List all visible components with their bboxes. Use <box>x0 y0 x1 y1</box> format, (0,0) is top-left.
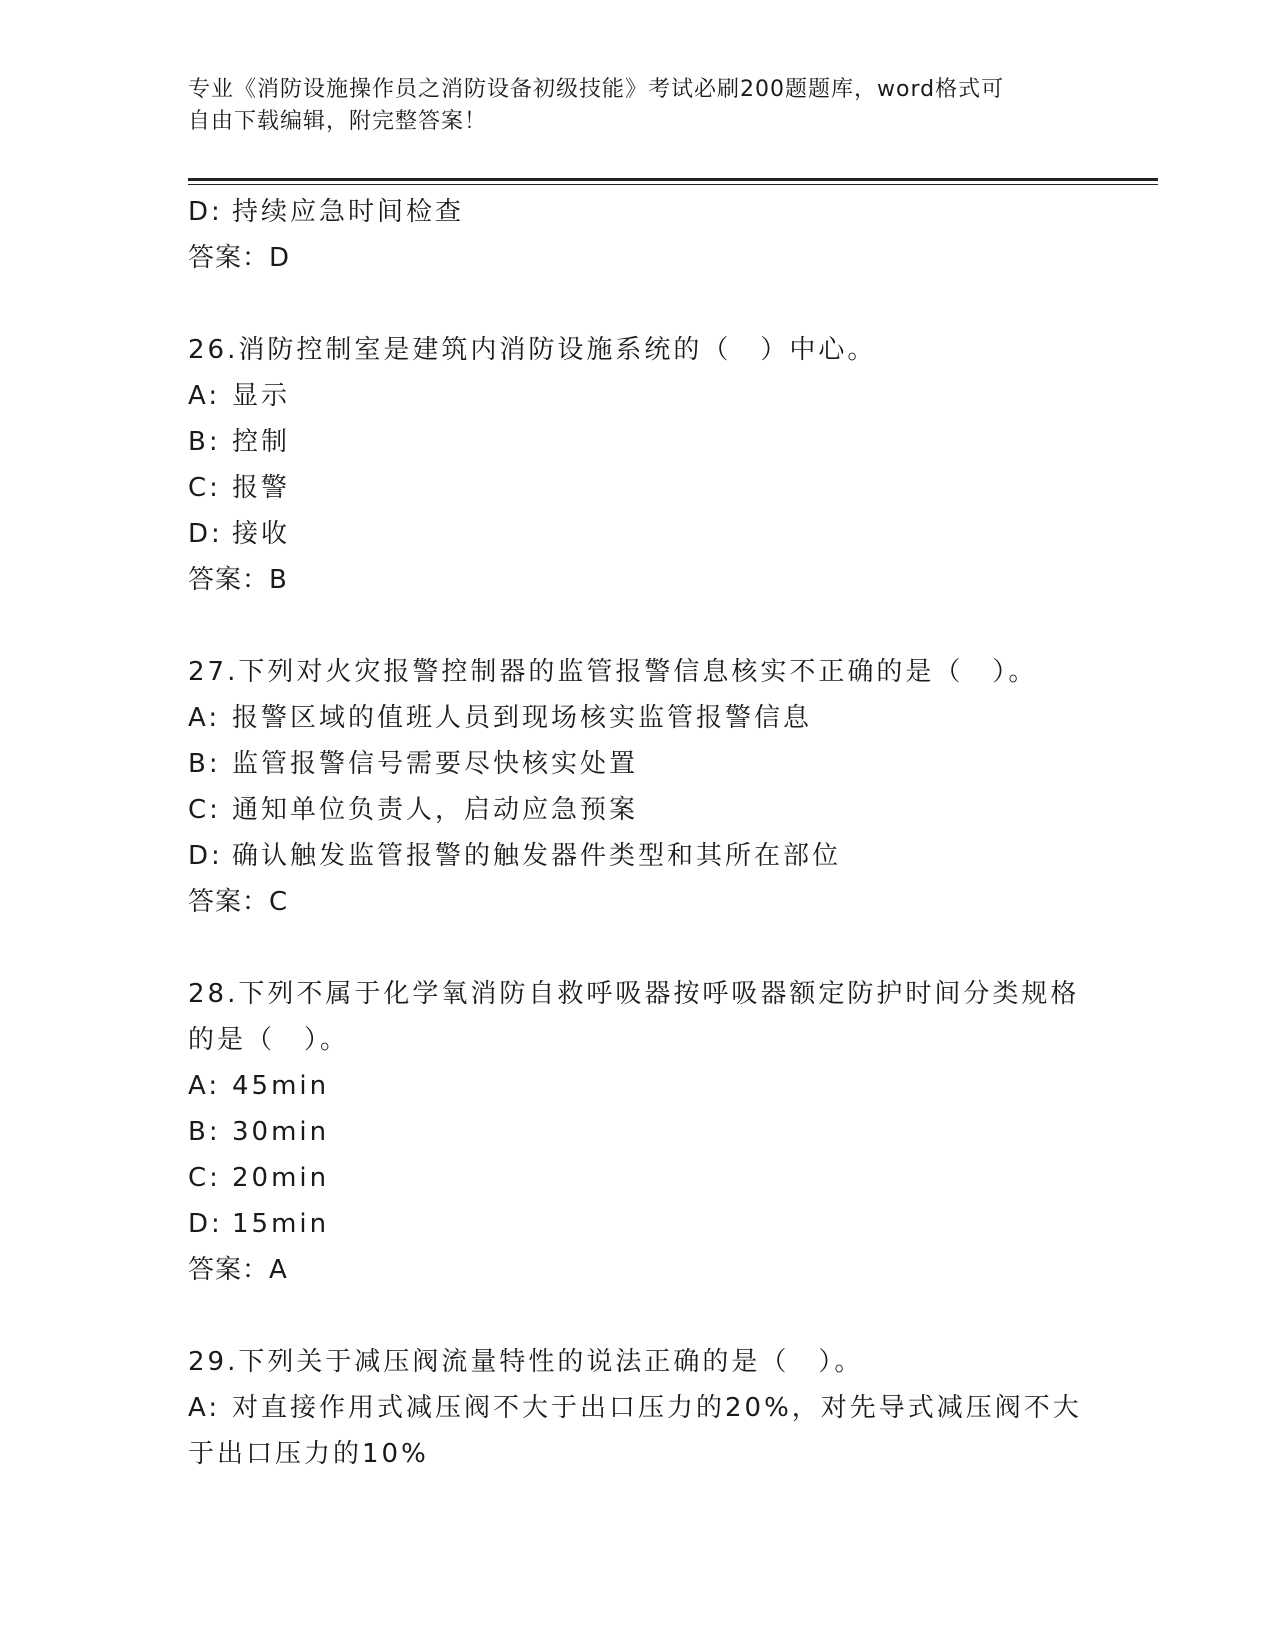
option-text: 通知单位负责人，启动应急预案 <box>232 795 639 825</box>
option-line <box>188 419 1088 465</box>
header-title-line-2: 自由下载编辑，附完整答案！ <box>188 109 488 134</box>
option-text: 报警 <box>232 473 291 503</box>
option-text: 30min <box>232 1117 330 1147</box>
option-key: C: <box>188 1163 221 1193</box>
question-stem: 28.下列不属于化学氧消防自救呼吸器按呼吸器额定防护时间分类规格 <box>188 979 1080 1009</box>
option-key: C: <box>188 795 221 825</box>
answer-line: 答案：A <box>188 1255 288 1285</box>
question-26 <box>188 327 1088 603</box>
option-line <box>188 1109 1088 1155</box>
option-text: 15min <box>232 1209 330 1239</box>
option-key: A: <box>188 1071 221 1101</box>
option-text: 45min <box>232 1071 330 1101</box>
option-text: 对直接作用式减压阀不大于出口压力的20%，对先导式减压阀不大 <box>232 1393 1082 1423</box>
answer-line: 答案：C <box>188 887 289 917</box>
answer-line: 答案：D <box>188 243 291 273</box>
option-line <box>188 695 1088 741</box>
question-body <box>188 189 1088 1477</box>
option-line <box>188 1063 1088 1109</box>
option-key: B: <box>188 749 221 779</box>
option-text: 20min <box>232 1163 330 1193</box>
option-line <box>188 465 1088 511</box>
option-text-continued: 于出口压力的10% <box>188 1439 429 1469</box>
question-stem: 29.下列关于减压阀流量特性的说法正确的是（ ）。 <box>188 1347 864 1377</box>
option-text: 监管报警信号需要尽快核实处置 <box>232 749 639 779</box>
option-text: 控制 <box>232 427 291 457</box>
option-line <box>188 741 1088 787</box>
header-divider-thick <box>188 178 1158 181</box>
option-text: 接收 <box>232 519 291 549</box>
option-text: 显示 <box>232 381 291 411</box>
option-line <box>188 1201 1088 1247</box>
option-key: D: <box>188 1209 223 1239</box>
option-line <box>188 787 1088 833</box>
question-stem: 27.下列对火灾报警控制器的监管报警信息核实不正确的是（ ）。 <box>188 657 1038 687</box>
option-line <box>188 373 1088 419</box>
spacer <box>188 1293 1088 1339</box>
option-line <box>188 833 1088 879</box>
option-line <box>188 1155 1088 1201</box>
option-key: B: <box>188 1117 221 1147</box>
header-divider-thin <box>188 184 1158 185</box>
question-28 <box>188 971 1088 1293</box>
option-key: A: <box>188 1393 221 1423</box>
option-text: 持续应急时间检查 <box>232 197 465 227</box>
spacer <box>188 281 1088 327</box>
spacer <box>188 925 1088 971</box>
header-title-line-1: 专业《消防设施操作员之消防设备初级技能》考试必刷200题题库，word格式可 <box>188 77 1005 102</box>
option-key: A: <box>188 703 221 733</box>
option-text: 报警区域的值班人员到现场核实监管报警信息 <box>232 703 813 733</box>
option-key: D: <box>188 841 223 871</box>
question-stem: 26.消防控制室是建筑内消防设施系统的（ ）中心。 <box>188 335 877 365</box>
question-27 <box>188 649 1088 925</box>
option-line <box>188 511 1088 557</box>
option-key: A: <box>188 381 221 411</box>
question-stem-continued: 的是（ ）。 <box>188 1025 350 1055</box>
answer-line: 答案：B <box>188 565 288 595</box>
option-line <box>188 189 1088 235</box>
option-key: D: <box>188 519 223 549</box>
option-line <box>188 1385 1088 1431</box>
option-text: 确认触发监管报警的触发器件类型和其所在部位 <box>232 841 842 871</box>
question-29 <box>188 1339 1088 1477</box>
option-key: D: <box>188 197 223 227</box>
spacer <box>188 603 1088 649</box>
option-key: B: <box>188 427 221 457</box>
document-header <box>188 74 1068 138</box>
option-key: C: <box>188 473 221 503</box>
